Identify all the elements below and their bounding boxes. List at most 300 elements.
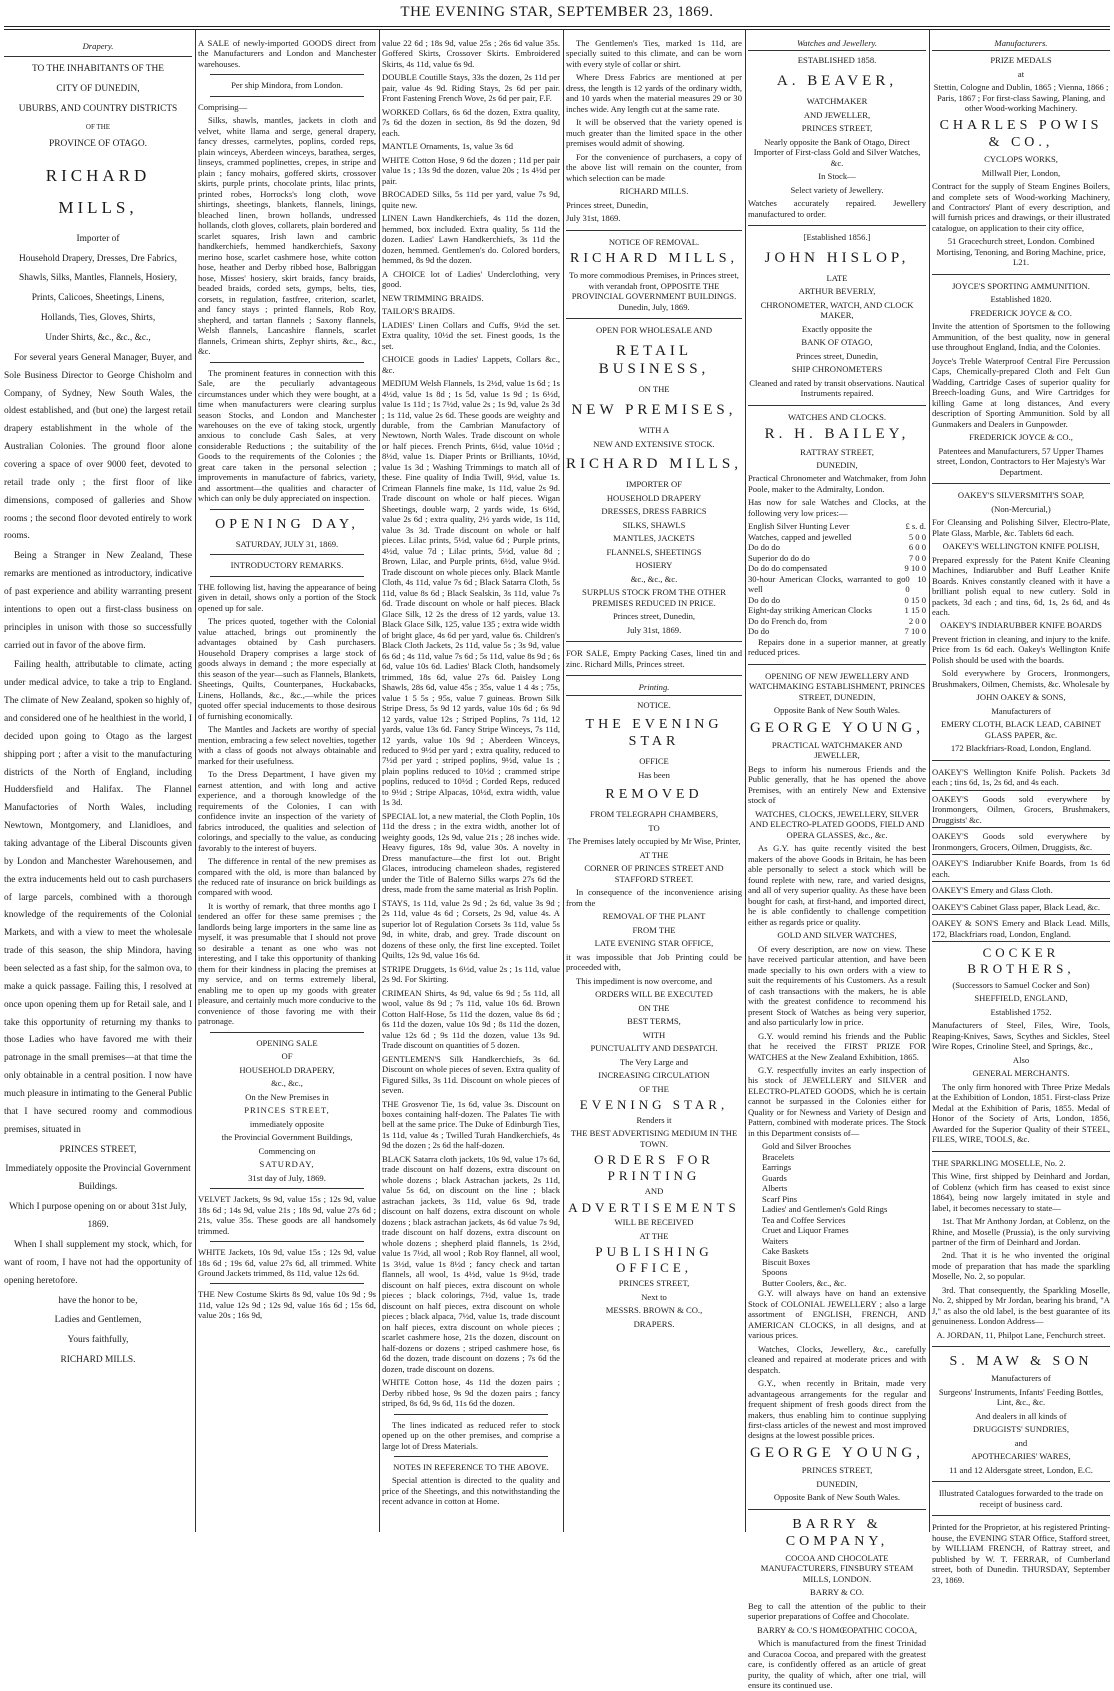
line: PRIZE MEDALS [990, 55, 1052, 66]
opposite: Immediately opposite the Provincial Government Buildings. [5, 1164, 191, 1193]
oakey-item: OAKEY'S Wellington Knife Polish. Packets 3d each ; tins 6d, 1s, 2s 6d, and 4s each. [932, 767, 1110, 791]
sale-line: 31st day of July, 1869. [248, 1172, 326, 1183]
price-label: Do do do compensated [748, 563, 827, 574]
paragraph: value 22 6d ; 18s 9d, value 25s ; 26s 6d value 35s. Goffered Skirts, Crossover Skirts. Embroidered Skirts, 4s 11d, value 6s 9d. [382, 38, 560, 69]
price-label: Eight-day striking American Clocks [748, 605, 872, 616]
line: 3rd. That consequently, the Sparkling Moselle, No. 2, shipped by Mr Jordan, bearing his brand, "A J," as also the old label, is the best guarantee of its genuineness. London Address— [932, 1284, 1110, 1327]
column-3 [382, 38, 560, 1532]
line: FREDERICK JOYCE & CO. [970, 307, 1072, 318]
price-value: 7 10 0 [904, 626, 926, 637]
column-5 [748, 38, 926, 1691]
paragraph: THE following list, having the appearance of being given in detail, shows only a portion of the Stock opened up for sale. [198, 581, 376, 613]
line: G.Y. respectfully invites an early inspection of his stock of JEWELLERY and SILVER and ELECTRO-PLATED GOODS, which he is certain cannot be surpassed in the Colonies either for Quality or for Newness and Variety of Design and Pattern, combined with moderate prices. The Stock in this Department consists of— [748, 1065, 926, 1138]
list-item: Bracelets [762, 1151, 794, 1162]
column-4 [566, 38, 742, 1532]
line: DRAPERS. [633, 1318, 675, 1329]
imprint: Printed for the Proprietor, at his registered Printing-house, the EVENING STAR Office, Stafford street, by WILLIAM FRENCH, of Rattray street, and published by W. T. FERRAR, of Cumberland street, both of Dunedin. THURSDAY, September 23, 1869. [932, 1522, 1110, 1585]
item-cotton: WHITE Cotton Hose, 9 6d the dozen ; 11d per pair value 1s ; 13s 9d the dozen, value 20s ; 1s 4½d per pair. [382, 154, 560, 186]
price-value: 1 15 0 [904, 605, 926, 616]
closing-line: Ladies and Gentlemen, [54, 1315, 142, 1326]
column-2 [198, 38, 376, 1532]
list-item: Cruet and Liquor Frames [762, 1225, 849, 1236]
remarks-heading: INTRODUCTORY REMARKS. [230, 560, 344, 571]
heading-line: OF THE [85, 122, 111, 131]
line: Select variety of Jewellery. [790, 184, 884, 195]
price-row [748, 542, 926, 552]
item-list [748, 1141, 926, 1288]
advertiser-name: GEORGE YOUNG, [750, 1444, 924, 1461]
velvet-jackets: VELVET Jackets, 9s 9d, value 15s ; 12s 9d, value 18s 6d ; 14s 9d, value 21s ; 18s 9d, value 27s 6d ; 21s, value 35s. These goods are all handsomely trimmed. [198, 1194, 376, 1236]
line: ORDERS WILL BE EXECUTED [595, 989, 713, 1000]
line: CHRONOMETER, WATCH, AND CLOCK MAKER, [760, 299, 914, 321]
price-value: 2 0 0 [908, 615, 926, 626]
line: Which is manufactured from the finest Trinidad and Curacoa Cocoa, and prepared with the greatest care, is confidently offered as an article of great purity, the quality of which, after one trial, will ensure its continued use. [748, 1638, 926, 1691]
goods-list: Silks, shawls, mantles, jackets in cloth and velvet, white llama and serge, general drapery, fancy dresses, carmelytes, poplins, corded reps, plain winceys, Aberdeen winceys, barathea, serges, linseys, crammed poplinettes, crepes, in stripe and plain ; fancy mohairs, goffered skirts, crossover skirts, purple prints, chocolate prints, lilac prints, printed robes, Horrocks's long cloth, wove shirtings, sheetings, blankets, flannels, linings, bleached linen, brown hollands, undressed hollands, cloth gloves, collarets, plain bordered and scarlet squares, Irish lawn and cambric handkerchiefs, hemmed handkerchiefs, Saxony merino hose, scarlet cashmere hose, white cotton hose, heather and Derby ribbed hose, Balbriggan hose, Misses' hosiery, skirt braids, fancy braids, beaded braids, corded sets, gymps, belts, ties, corsets, in regulation, fastfree, criterion, scarlet, and fancy stays ; printed flannels, Rob Roy, shepherd, and tartan flannels ; Saxony flannels, Welsh flannels, Lancashire flannels, scarlet flannels, Crimean shirts, Zephyr shirts, &c., &c., &c. [198, 115, 376, 357]
line: WATCHES AND CLOCKS. [787, 411, 887, 422]
line: Patentees and Manufacturers, 57 Upper Thames street, London, Contractors to Her Majesty's War Department. [936, 445, 1106, 477]
line: GENERAL MERCHANTS. [972, 1068, 1070, 1079]
line: 2nd. That it is he who invented the original mode of preparation that has made the sparkling Moselle, No. 2, so popular. [932, 1250, 1110, 1282]
address: Princes street, Dunedin, [612, 611, 696, 622]
line: Manufacturers of Steel, Files, Wire, Tools, Reaping-Knives, Saws, Scythes and Sickles, Steel Wire Ropes, Crinoline Steel, and Springs, &c., [932, 1020, 1110, 1052]
line: DUNEDIN, [816, 1478, 858, 1489]
line: WITH [642, 1029, 666, 1040]
line: As G.Y. has quite recently visited the best makers of the above Goods in Britain, he has been able personally to select a stock which will be found replete with new, rare, and varied designs, and all of very superior quality. As these have been bought for cash, at first-hand, and imported direct, he is able confidently to challenge competition either as regards price or quality. [748, 843, 926, 927]
price-label: Watches, capped and jewelled [748, 531, 852, 542]
column-divider [745, 30, 746, 1532]
price-label: English Silver Hunting Lever [748, 521, 850, 532]
heading-line: CITY OF DUNEDIN, [56, 84, 140, 95]
oakey-item: OAKEY'S Cabinet Glass paper, Black Lead, &c. [932, 902, 1110, 915]
item-black: BLACK Satarra cloth jackets, 10s 9d, value 17s 6d, trade discount on half dozens, extra discount on whole dozens ; black Astrachan jackets, 2s 11d, value 5s 6d, on discount on the line ; black astrachan jackets, 3s 11d, value 6s 9d, trade discount on half dozens, extra discount on whole dozens ; black astrachan jackets, 4s 6d value 7s 9d, trade discount on half dozens, extra discount on whole dozens ; shepherd plaid flannels, 1s 2½d, value 1s 7½d, all wool ; Rob Roy flannel, all wool, 1s 3½d, value 1s 8½d ; fancy check and tartan flannels, all wool, 1s 4½d, value 1s 9½d, trade discount on half pieces, extra discount on whole pieces ; black colorings, 7½d, value 1s, trade discount on half pieces, extra discount on whole pieces ; black alpaca, 7½d, value 1s, trade discount on half pieces, extra discount on whole pieces ; scarlet cashmere hose, 21s the dozen, discount on half-dozens or dozens ; striped cashmere hose, 6s 6d the dozen, trade discount on dozens ; 7s 6d the dozen, trade discount on dozens. [382, 1153, 560, 1374]
line: Watches, Clocks, Jewellery, &c., carefully cleaned and repaired at moderate prices and with despatch. [748, 1343, 926, 1375]
line: Manufacturers of [991, 1373, 1051, 1384]
line: Contract for the supply of Steam Engines Boilers, and complete sets of Wood-working Machinery, and Contractors' Plant of every description, and will furnish prices and drawings, or their illustrated catalogue, on application to their city office, [932, 181, 1110, 233]
line: ON THE [638, 1002, 670, 1013]
paragraph: Where Dress Fabrics are mentioned at per dress, the length is 12 yards of the ordinary width, and 10 yards when the material measures 29 or 30 inches wide. Any length cut at the same rate. [566, 72, 742, 114]
price-label: Do do French do, from [748, 615, 828, 626]
item-ladies: LADIES' Linen Collars and Cuffs, 9½d the set. Extra quality, 10½d the set. Finest goods, 1s the set. [382, 319, 560, 351]
address: July 31st, 1869. [626, 624, 682, 635]
line: LATE EVENING STAR OFFICE, [594, 938, 714, 949]
line: For Cleansing and Polishing Silver, Electro-Plate, Plate Glass, Marble, &c. Tablets 6d each. [932, 517, 1110, 538]
line: Has been [638, 769, 670, 780]
item-special: SPECIAL lot, a new material, the Cloth Poplin, 10s 11d the dress ; in the extra width, another lot of weighty goods, 12s 9d, value 21s ; 28 inches wide. Heavy figures, 18s 9d, value 30s. A novelty in Dress manufacture—the first lot out. Bright Glaces, introducing chameleon shades, registered under the Title of Balerno Silks warps 27s 6d the dress, made from the same material as Irish Poplin. [382, 810, 560, 895]
line: DRUGGISTS' SUNDRIES, [972, 1424, 1070, 1435]
price-row [748, 553, 926, 563]
price-label: 30-hour American Clocks, warranted to go well [748, 573, 906, 595]
evening-star-title: THE EVENING STAR [585, 717, 723, 750]
paragraph: Being a Stranger in New Zealand, These remarks are mentioned as introductory, indicative of past experience and ability warranting present intentions to open out a first-class business on principles in unison with those so successfully carried out in favor of the above firm. [4, 551, 192, 651]
sale-line: SATURDAY, [259, 1159, 315, 1170]
signoff: July 31st, 1869. [566, 213, 621, 224]
line: COCOA AND CHOCOLATE MANUFACTURERS, FINSBURY STEAM MILLS, LONDON. [760, 1552, 914, 1584]
line: APOTHECARIES' WARES, [971, 1451, 1071, 1462]
line: FREDERICK JOYCE & CO., [969, 432, 1073, 443]
intro-line: Under Shirts, &c., &c., &c., [45, 332, 151, 343]
section-heading: Watches and Jewellery. [748, 38, 926, 51]
oakey-item: OAKEY'S Emery and Glass Cloth. [932, 885, 1110, 898]
removal-heading: NOTICE OF REMOVAL. [608, 236, 700, 247]
line: ESTABLISHED 1858. [797, 55, 877, 66]
date: SATURDAY, JULY 31, 1869. [235, 538, 339, 549]
line: SHIP CHRONOMETERS [791, 364, 883, 375]
removed: REMOVED [605, 787, 703, 803]
item-crimean: CRIMEAN Shirts, 4s 9d, value 6s 9d ; 5s 11d, all wool, value 8s 9d ; 7s 11d, value 10s 6d. Brown Cotton Half-Hose, 5s 11d the dozen, value 8s 6d ; 6s 11d the dozen, value 10s 9d ; 8s 11d the dozen, value 12s 6d ; 9s 11d the dozen, value 13s 9d. Trade discount on quantities of 5 dozen. [382, 987, 560, 1051]
comprising-label: Comprising— [198, 101, 248, 112]
line: at [1017, 68, 1025, 79]
advertiser-name: GEORGE YOUNG, [750, 719, 924, 736]
line: HOSIERY [635, 560, 673, 571]
price-row [748, 595, 926, 605]
item-linen: LINEN Lawn Handkerchiefs, 4s 11d the dozen, hemmed, box included. Extra quality, 5s 11d the dozen. Ladies' Lawn Handkerchiefs, 3s 11d the dozen, hemmed. Gentlemen's do. Colored borders, hemmed, 8s 9d the dozen. [382, 213, 560, 266]
section-heading: Drapery. [4, 38, 192, 57]
line: ARTHUR BEVERLY, [798, 286, 876, 297]
sale-line: OPENING SALE [256, 1037, 318, 1048]
heading-line: UBURBS, AND COUNTRY DISTRICTS [18, 104, 178, 115]
intro-line: Shawls, Silks, Mantles, Flannels, Hosiery, [19, 273, 177, 284]
list-item: Cake Baskets [762, 1246, 809, 1257]
sale-line: immediately opposite [249, 1118, 325, 1129]
line: AND JEWELLER, [803, 109, 871, 120]
price-value: 9 10 0 [904, 563, 926, 574]
white-jackets: WHITE Jackets, 10s 9d, value 15s ; 12s 9d, value 18s 6d ; 19s 6d, value 27s 6d, all trimmed. White Ground Jackets trimmed, 8s 11d, value 12s 6d. [198, 1247, 376, 1278]
line: PUNCTUALITY AND DESPATCH. [590, 1043, 718, 1054]
item-stays2: STAYS, 1s 11d, value 2s 9d ; 2s 6d, value 3s 9d ; 2s 11d, value 4s 6d ; Corsets, 2s 9d, value 4s. A superior lot of Regulation Corsets 3s 11d, value 5s 9d, in white, drab, and grey. Trade discount on dozens of these only, the first line excepted. Toilet Quilts, 12s 9d, value 16s 6d. [382, 897, 560, 961]
list-item: Gold and Silver Brooches [762, 1141, 852, 1152]
removal-text: To more commodious Premises, in Princes street, with verandah front, OPPOSITE THE PROVINCIAL GOVERNMENT BUILDINGS. Dunedin, July, 1869. [569, 270, 739, 312]
line: WITH A [638, 425, 670, 436]
sale-line: the Provincial Government Buildings, [221, 1132, 353, 1143]
line: THE BEST ADVERTISING MEDIUM IN THE TOWN. [570, 1128, 738, 1149]
intro-line: Hollands, Ties, Gloves, Shirts, [40, 313, 156, 324]
oakey-item: OAKEY & SON'S Emery and Black Lead. Mills, 172, Blackfriars road, London, England. [932, 918, 1110, 942]
advertiser-name: JOHN HISLOP, [764, 249, 910, 266]
paragraph: To the Dress Department, I have given my earnest attention, and with long and active experience, and a thorough knowledge of the requirements of the Colonies, I can with confidence invite an inspection of the variety of fabrics introduced, the qualities and selection of colorings, and specially to the value, as conducing favorably to the interest of buyers. [198, 769, 376, 853]
closing-line: Yours faithfully, [67, 1335, 129, 1346]
line: GOLD AND SILVER WATCHES, [777, 930, 897, 941]
advertiser-name: BARRY & COMPANY, [785, 1516, 889, 1549]
line: EMERY CLOTH, BLACK LEAD, CABINET GLASS PAPER, &c. [940, 719, 1102, 740]
line: 172 Blackfriars-Road, London, England. [950, 743, 1092, 754]
item-stays: DOUBLE Coutille Stays, 33s the dozen, 2s 11d per pair, value 4s 9d. Riding Stays, 2s 6d per pair. Front Fastening French Wove, 2s 6d per pair, F.F. [382, 72, 560, 104]
line: FROM TELEGRAPH CHAMBERS, [589, 809, 719, 820]
list-item: Guards [762, 1172, 787, 1183]
evening-star-title: EVENING STAR, [579, 1096, 729, 1112]
line: OAKEY'S INDIARUBBER KNIFE BOARDS [940, 620, 1102, 631]
paragraph: The Gentlemen's Ties, marked 1s 11d, are specially suited to this climate, and can be worn with every style of collar or shirt. [566, 38, 742, 69]
line: [Established 1856.] [803, 232, 871, 243]
line: INCREASING CIRCULATION [598, 1070, 710, 1081]
line: G.Y., when recently in Britain, made very advantageous arrangements for the regular and frequent shipment of fresh goods direct from the makers, thus enabling him to continue supplying first-class articles of the newest and most improved designs at the lowest possible prices. [748, 1378, 926, 1441]
line: Begs to inform his numerous Friends and the Public generally, that he has opened the above Premises, with an entirely New and Extensive stock of [748, 763, 926, 806]
oakey-item: OAKEY'S Goods sold everywhere by Ironmongers, Oilmen, Grocers, Brushmakers, Druggists' &c. [932, 794, 1110, 828]
advertisements: ADVERTISEMENTS [568, 1199, 740, 1215]
line: Invite the attention of Sportsmen to the following Ammunition, of the best quality, now in general use throughout England, India, and the Colonies. [932, 321, 1110, 353]
price-label: Do do [748, 626, 770, 637]
price-row [748, 626, 926, 636]
line: The Very Large and [619, 1056, 689, 1067]
signoff: Princes street, Dunedin, [566, 199, 649, 210]
item-grosvenor: THE Grosvenor Tie, 1s 6d, value 3s. Discount on boxes containing half-dozen. The Palates Tie with bell at the same price. The Duke of Edinburgh Ties, 1s 11d, value 4s ; Twilled Turah Handkerchiefs, 4s 9d the dozen ; 2s 6d the half-dozen. [382, 1098, 560, 1151]
list-item: Ladies' and Gentlemen's Gold Rings [762, 1204, 888, 1215]
line: Repairs done in a superior manner, at greatly reduced prices. [748, 636, 926, 658]
line: SHEFFIELD, ENGLAND, [974, 993, 1068, 1004]
sale-intro: A SALE of newly-imported GOODS direct from the Manufacturers and London and Manchester warehouses. [198, 38, 376, 69]
line: 1st. That Mr Anthony Jordan, at Coblenz, on the Rhine, and Moselle (Prussia), is the only surviving partner of the firm of Deinhard and Jordan. [932, 1216, 1110, 1247]
line: CORNER OF PRINCES STREET AND STAFFORD STREET. [584, 863, 724, 884]
list-item: Waiters [762, 1235, 789, 1246]
line: BARRY & CO.'S HOMŒOPATHIC COCOA, [757, 1624, 917, 1635]
line: (Successors to Samuel Cocker and Son) [952, 979, 1090, 990]
line: Illustrated Catalogues forwarded to the trade on receipt of business card. [938, 1488, 1104, 1509]
notice: NOTICE. [637, 699, 671, 710]
line: FROM THE [632, 924, 676, 935]
line: WATCHMAKER [806, 96, 868, 107]
street: PRINCES STREET, [59, 1144, 137, 1155]
column-6 [932, 38, 1110, 1585]
publishing-office: PUBLISHING OFFICE, [595, 1244, 713, 1276]
line: PRINCES STREET, [801, 1465, 873, 1476]
line: In consequence of the inconvenience arising from the [566, 887, 742, 908]
paragraph: For several years General Manager, Buyer, and Sole Business Director to George Chisholm and Company, of Sydney, New South Wales, the oldest established, and (but one) the largest retail drapery establishment in the whole of the Australian Colonies. The ground floor alone covering a space of over 9000 feet, devoted to retail trade only ; the first floor of like dimensions, composed of galleries and Show rooms ; the second floor devoted entirely to work rooms. [4, 352, 192, 542]
list-item: Butter Coolers, &c., &c. [762, 1277, 847, 1288]
line: OPENING OF NEW JEWELLERY AND WATCHMAKING ESTABLISHMENT, PRINCES STREET, DUNEDIN, [748, 670, 926, 702]
line: OFFICE [639, 756, 669, 767]
line: OAKEY'S WELLINGTON KNIFE POLISH, [942, 541, 1100, 552]
sale-line: &c., &c., [271, 1078, 303, 1089]
line: A. JORDAN, 11, Philpot Lane, Fenchurch street. [936, 1329, 1106, 1340]
price-table [748, 521, 926, 636]
item-mantle: MANTLE Ornaments, 1s, value 3s 6d [382, 141, 514, 152]
line: MANTLES, JACKETS [613, 533, 695, 544]
paragraph: For the convenience of purchasers, a copy of the above list will remain on the counter, from which selection can be made [566, 151, 742, 183]
price-row [748, 574, 926, 595]
line: G.Y. will always have on hand an extensive Stock of COLONIAL JEWELLERY ; also a large assortment of ENGLISH, FRENCH, AND AMERICAN CLOCKS, in all designs, and at various prices. [748, 1288, 926, 1341]
line: PRINCES STREET, [801, 123, 873, 134]
line: HOUSEHOLD DRAPERY [606, 492, 702, 503]
line: G.Y. would remind his friends and the Public that he received the FIRST PRIZE FOR WATCHES at the New Zealand Exhibition, 1865. [748, 1030, 926, 1062]
line: Opposite Bank of New South Wales. [773, 1492, 901, 1503]
line: DRESSES, DRESS FABRICS [601, 506, 707, 517]
retail-heading: RETAIL BUSINESS, [598, 342, 710, 378]
advertiser-name: RICHARD MILLS, [45, 166, 151, 218]
line: Watches accurately repaired. Jewellery manufactured to order. [748, 198, 926, 219]
line: Prepared expressly for the Patent Knife Cleaning Machines, Indiarubber and Buff Leather Knife Boards. Knives constantly cleaned with it have a brilliant polish equal to new cutlery. Sold in packets, 3d each ; and tins, 6d, 1s, 2s 6d, and 4s each. [932, 554, 1110, 617]
price-value: £ s. d. [905, 521, 926, 532]
paragraph: It will be observed that the variety opened is much greater than the limited space in the other premises would admit of showing. [566, 117, 742, 149]
masthead: THE EVENING STAR, SEPTEMBER 23, 1869. [400, 4, 714, 20]
sale-line: HOUSEHOLD DRAPERY, [239, 1064, 335, 1075]
price-value: 5 0 0 [908, 531, 926, 542]
price-label: Do do do [748, 594, 780, 605]
section-heading: Manufacturers. [932, 38, 1110, 51]
opening-date: Which I purpose opening on or about 31st July, 1869. [9, 1202, 187, 1231]
surplus: SURPLUS STOCK FROM THE OTHER PREMISES REDUCED IN PRICE. [582, 587, 726, 608]
item-tailor: TAILOR'S BRAIDS. [382, 306, 455, 317]
line: This Wine, first shipped by Deinhard and Jordan, of Coblenz (which firm has ceased to exist since 1864), being now largely imitated in style and label, it becomes necessary to state— [932, 1171, 1110, 1213]
advertiser-name: COCKER BROTHERS, [967, 945, 1075, 976]
paragraph: The difference in rental of the new premises as compared with the old, is more than balanced by the reduced rate of insurance on brick buildings as compared with wood. [198, 856, 376, 898]
item-choice2: CHOICE goods in Ladies' Lappets, Collars &c., &c. [382, 354, 560, 375]
line: Nearly opposite the Bank of Otago, Direct Importer of First-class Gold and Silver Watches, &c. [753, 136, 921, 168]
line: 51 Gracechurch street, London. Combined Mortising, Tenoning, and Boring Machine, price, L21. [936, 236, 1106, 268]
line: AND [644, 1186, 664, 1197]
masthead-rule-2 [4, 29, 1110, 30]
line: ON THE [638, 384, 670, 395]
line: LATE [826, 272, 848, 283]
line: 11 and 12 Aldersgate street, London, E.C. [949, 1464, 1093, 1475]
line: CYCLOPS WORKS, [984, 154, 1058, 165]
notes-heading: NOTES IN REFERENCE TO THE ABOVE. [393, 1462, 549, 1472]
line: PRACTICAL WATCHMAKER AND JEWELLER, [771, 739, 903, 761]
line: &c., &c., &c. [630, 573, 678, 584]
line: Prevent friction in cleaning, and injury to the knife. Price from 1s 6d each. Oakey's Wellington Knife Polish should be used with the boards. [932, 633, 1110, 665]
line: Established 1752. [990, 1006, 1052, 1017]
paragraph: The Mantles and Jackets are worthy of special mention, embracing a few select novelties, together with a class of goods not always obtainable and marked for their usefulness. [198, 724, 376, 766]
item-choice: A CHOICE lot of Ladies' Underclothing, very good. [382, 268, 560, 290]
sale-line: OF [281, 1051, 293, 1062]
line: OF THE [639, 1083, 669, 1094]
item-white-cotton: WHITE Cotton hose, 4s 11d the dozen pairs ; Derby ribbed hose, 9s 9d the dozen pairs ; fancy striped, 8s 6d, 9s 6d, 11s 6d the dozen. [382, 1377, 560, 1409]
paragraph: When I shall supplement my stock, which, for want of room, I have not had the opportunity of opening heretofore. [4, 1239, 192, 1286]
list-item: Spoons [762, 1267, 788, 1278]
signature: RICHARD MILLS. [60, 1355, 136, 1366]
line: BANK OF OTAGO, [801, 337, 873, 348]
line: JOYCE'S SPORTING AMMUNITION. [952, 280, 1090, 291]
line: JOHN OAKEY & SONS, [976, 692, 1066, 703]
price-value: 6 0 0 [908, 542, 926, 553]
line: The Premises lately occupied by Mr Wise, Printer, [567, 836, 741, 847]
line: SILKS, SHAWLS [622, 519, 686, 530]
line: Manufacturers of [991, 705, 1051, 716]
opening-day: OPENING DAY, [215, 516, 359, 532]
open-for: OPEN FOR WHOLESALE AND [595, 325, 713, 336]
oakey-item: OAKEY'S Goods sold everywhere by Ironmongers, Grocers, Oilmen, Druggists, &c. [932, 831, 1110, 855]
line: TO [648, 822, 660, 833]
item-medium: MEDIUM Welsh Flannels, 1s 2½d, value 1s 6d ; 1s 4½d, value 1s 8d ; 1s 5d, value 1s 9d ; 1s 6½d, value 1s 11d ; 1s 7½d, value 2s ; 1s 9d, value 2s 3d ; 1s 11d, value 2s 6d. These goods are weighty and durable, from the Cambrian Manufactory of Newtown, North Wales. Trade discount on whole or half pieces. French Prints, 6½d, value 10½d ; 8½d, value 1s. Diaper Prints or Brilliants, 10½d, value 1s 3d ; Washing Trimmings to match all of these. Fine quality of India Twill, 9½d, value 1s. Crimean Flannels fine make, 1s 11d, value 2s 9d. Trade discount on whole or half pieces. Wigan Sheetings, double warp, 2 yards wide, 1s 6½d, value 2s 6d ; extra quality, 2½ yards wide, 1s 11d, value 3s 3d. Trade discount on whole or half pieces. Lilac prints, 5½d, value 6d ; Purple prints, 4½d, value 7d ; Lilac prints, 5½d, value 8d ; Brown, Lilac, and Purple prints, 6½d, value 9½d. Trade discount on whole pieces only. Black Mantle Cloth, 4s 11d, value 7s 6d ; Black Satarra Cloth, 5s 11d, value 8s 6d ; Black Sealskin, 3s 11d, value 7s 6d. Trade discount on whole or half pieces. Black Glace Silk, 12 2s the dress of 12 yards, value 13. Black Glace Silk, 125, value 135 ; extra wide width of bright glace, 4s 6d per yard, value 6s. Children's Black Cloth Jackets, 2s 11d, value 5s ; 3s 9d, value 6s 6d ; 4s 11d, value 7s 6d ; 5s 11d, value 8s 9d ; 6s 6d, value 10s 6d. Ladies' Black Cloth, handsomely trimmed, 18s 6d, value 27s 6d. Paisley Long Shawls, 28s 6d, value 45s ; 35s, value 1 4 4s ; 75s, value 1 5 5s ; 95s, value 7 guineas. Brown Silk Stripe Dress, 5s 9d 12 yards, value 10s 6d ; 6s 9d 12 yards, value 12s ; Striped Poplins, 7s 11d, 12 yards, value 13s 6d. Fancy Stripe Winceys, 7s 11d, 12 yards, value 10s 9d ; Aberdeen Winceys, reduced to 9½d per yard ; extra quality, reduced to 7½d per yard ; striped poplins, 9½d, value 1s ; plain poplins reduced to 10½d ; crammed stripe poplins, reduced to 10½d ; Corded Reps, reduced to 9½d ; Stripe Alpacas, 10½d, extra width, value 1s 3d. [382, 378, 560, 808]
paragraph: It is worthy of remark, that three months ago I tendered an offer for these same premises ; the landlords being large importers in the same line as myself, it was presumable that I should not prove so desirable a tenant as one who was not interesting, and I take this opportunity of thanking them for their kindness in placing the premises at my service, and on terms extremely liberal, enabling me to open up my goods with greater pleasure, and certainly much more conducive to the convenience of those favoring me with their patronage. [198, 900, 376, 1027]
line: In Stock— [818, 171, 856, 182]
line: Millwall Pier, London, [981, 167, 1061, 178]
line: REMOVAL OF THE PLANT [602, 911, 706, 922]
line: Surgeons' Instruments, Infants' Feeding Bottles, Lint, &c., &c. [938, 1386, 1104, 1408]
price-value: 7 0 0 [908, 552, 926, 563]
column-divider [563, 30, 564, 1532]
item-brocaded: BROCADED Silks, 5s 11d per yard, value 7s 9d, quite new. [382, 189, 560, 210]
line: THE SPARKLING MOSELLE, No. 2. [932, 1157, 1066, 1168]
item-gentlemen: GENTLEMEN'S Silk Handkerchiefs, 3s 6d. Discount on whole pieces of seven. Extra quality of Figured Silks, 3s 11d. Discount on whole pieces of seven. [382, 1053, 560, 1096]
line: MESSRS. BROWN & CO., [605, 1305, 703, 1316]
line: Renders it [636, 1114, 672, 1125]
line: BEST TERMS, [627, 1016, 681, 1027]
line: The only firm honored with Three Prize Medals at the Exhibition of London, 1851. First-class Prize Medal at the Exhibition of Paris, 1855. Medal of Honor of the Society of Arts, London, 1856, Awarded for the Superior Quality of their STEEL, FILES, WIRE, TOOLS, &c. [932, 1081, 1110, 1145]
line: Opposite Bank of New South Wales. [773, 705, 901, 716]
line: Practical Chronometer and Watchmaker, from John Poole, maker to the Admiralty, London. [748, 473, 926, 494]
masthead-rule [4, 26, 1110, 27]
advertiser-name: CHARLES POWIS & CO., [939, 117, 1103, 150]
line: RATTRAY STREET, [800, 446, 874, 457]
heading-line: TO THE INHABITANTS OF THE [31, 64, 165, 75]
advertiser-name: A. BEAVER, [776, 72, 898, 89]
list-item: Scarf Pins [762, 1193, 798, 1204]
price-row [748, 532, 926, 542]
line: Established 1820. [990, 294, 1052, 305]
ship-line: Per ship Mindora, from London. [231, 80, 343, 91]
paragraph: Failing health, attributable to climate, acting under medical advice, to take a trip to England. The climate of New Zealand, spoken so highly of, and considered one of he healthiest in the world, I decided upon going to Otago as the largest shipping port ; after a visit to the manufacturing districts of the North of England, including Huddersfield and Halifax. The Flannel Manufactories of North Wales, including Newtown, Montgomery, and Llanidloes, and taking advantage of the Liberal Discounts given by London and Manchester Warehousemen, and the extra inducements held out to cash purchasers of large parcels, combined with a thorough knowledge of the requirements of the Colonial Markets, and with a view to meet the wholesale trade of this season, the ship Mindora, having been selected as a fast ship, for the salmon ova, to make a quick passage. Failing this, I resolved at once upon opening them up for Retail sale, and I take this opportunity of returning my thanks to those Ladies who have favored me with their patronage in the small premises—at that time the only obtainable in a central position. I now have much pleasure in intimating to the General Public that I have secured roomy and commodious premises, situated in [4, 660, 192, 1135]
new-extensive: NEW AND EXTENSIVE STOCK. [593, 438, 715, 449]
paragraph: The prominent features in connection with this Sale, are the peculiarly advantageous circumstances under which they were bought, at a time when manufacturers were clearing surplus season Stocks, and London and Manchester warehouses on the eve of taking stock, urgently anxious to conclude Cash Sales, at very considerable Reductions ; the suitability of the Goods to the requirements of the Colonies ; the great care taken in the personal selection ; improvements in manufacture of fabrics, variety, and assortment—the qualities and character of which can only be duly appreciated on inspection. [198, 367, 376, 504]
line: BARRY & CO. [810, 1587, 864, 1598]
costume-skirts: THE New Costume Skirts 8s 9d, value 10s 9d ; 9s 11d, value 12s 9d ; 12s 9d, value 16s 6d ; 15s 6d, value 20s ; 16s 9d, [198, 1289, 376, 1321]
price-row [748, 605, 926, 615]
item-trimming: NEW TRIMMING BRAIDS. [382, 292, 484, 303]
line: FLANNELS, SHEETINGS [606, 546, 702, 557]
line: (Non-Mercurial,) [991, 503, 1051, 514]
orders-printing: ORDERS FOR PRINTING [594, 1152, 714, 1184]
advertiser-name: S. MAW & SON [949, 1354, 1093, 1370]
line: Beg to call the attention of the public to their superior preparations of Coffee and Chocolate. [748, 1600, 926, 1622]
line: WATCHES, CLOCKS, JEWELLERY, SILVER AND ELECTRO-PLATED GOODS, FIELD AND OPERA GLASSES, &c., &c. [749, 808, 925, 840]
price-label: Superior do do do [748, 552, 810, 563]
list-item: Tea and Coffee Services [762, 1214, 846, 1225]
line: it was impossible that Job Printing could be proceeded with, [566, 951, 742, 973]
list-item: Alberts [762, 1183, 788, 1194]
price-row [748, 521, 926, 531]
list-item: Biscuit Boxes [762, 1256, 810, 1267]
intro-line: Importer of [76, 233, 120, 244]
price-label: Do do do [748, 542, 780, 553]
signoff: RICHARD MILLS. [619, 186, 689, 197]
removal-name: RICHARD MILLS, [569, 251, 738, 267]
column-divider [929, 30, 930, 1532]
column-divider [379, 30, 380, 1532]
sale-line: On the New Premises in [245, 1091, 329, 1102]
sale-line: Commencing on [258, 1145, 316, 1156]
oakey-item: OAKEY'S Indiarubber Knife Boards, from 1s 6d each. [932, 858, 1110, 882]
item-stripe: STRIPE Druggets, 1s 6½d, value 2s ; 1s 11d, value 2s 9d. For Skirting. [382, 963, 560, 985]
line: PRINCES STREET, [618, 1278, 690, 1289]
line: AT THE [639, 1230, 669, 1241]
paragraph: The prices quoted, together with the Colonial value attached, brings out prominently the advantages obtained by Cash purchasers. Household Drapery comprises a large stock of goods always in demand ; the more especially at this season of the year—such as Flannels, Blankets, Sheetings, Quilts, Counterpanes, Huckabacks, Linens, Hollands, &c., &c.,—while the prices quoted offer special inducements to those desirous of furnishing economically. [198, 616, 376, 721]
line: Exactly opposite the [801, 323, 873, 334]
line: Stettin, Cologne and Dublin, 1865 ; Vienna, 1866 ; Paris, 1867 ; For first-class Sawing, Planing, and other Wood-working Machinery. [933, 82, 1109, 114]
item-collars: WORKED Collars, 6s 6d the dozen, Extra quality, 7s 6d the dozen in section, 8s 9d the dozen, 9d each. [382, 106, 560, 138]
line: AT THE [639, 849, 669, 860]
line: WILL BE RECEIVED [614, 1217, 694, 1228]
advertiser-name: RICHARD MILLS, [566, 456, 743, 473]
line: and [1014, 1437, 1028, 1448]
line: Has now for sale Watches and Clocks, at the following very low prices:— [748, 497, 926, 518]
price-value: 0 10 0 [905, 573, 926, 595]
section-heading: Printing. [566, 682, 742, 695]
column-1 [4, 38, 192, 1532]
column-divider [195, 30, 196, 1532]
line: Joyce's Treble Waterproof Central Fire Percussion Caps, Chemically-prepared Cloth and Felt Gun Wadding, Cartridge Cases of superior quality for Breech-loading Guns, and Wire Cartridges for killing Game at long distances, And every description of Sporting Ammunition. Sold by all Gunmakers and Dealers in Gunpowder. [932, 355, 1110, 429]
for-sale: FOR SALE, Empty Packing Cases, lined tin and zinc. Richard Mills, Princes street. [566, 648, 742, 669]
line: IMPORTER OF [625, 479, 683, 490]
line: DUNEDIN, [816, 460, 858, 470]
paragraph: The lines indicated as reduced refer to stock opened up on the other premises, and comprise a large lot of Dress Materials. [382, 1419, 560, 1451]
oakey-list [932, 767, 1110, 942]
advertiser-name: R. H. BAILEY, [764, 426, 910, 443]
new-premises: NEW PREMISES, [571, 401, 737, 418]
price-row [748, 563, 926, 573]
sale-line: PRINCES STREET, [244, 1105, 330, 1116]
paragraph: Special attention is directed to the quality and price of the Sheetings, and this notwithstanding the recent advance in cotton at Home. [382, 1475, 560, 1507]
line: And dealers in all kinds of [975, 1410, 1067, 1421]
line: Sold everywhere by Grocers, Ironmongers, Brushmakers, Oilmen, Chemists, &c. Wholesale by [932, 668, 1110, 689]
